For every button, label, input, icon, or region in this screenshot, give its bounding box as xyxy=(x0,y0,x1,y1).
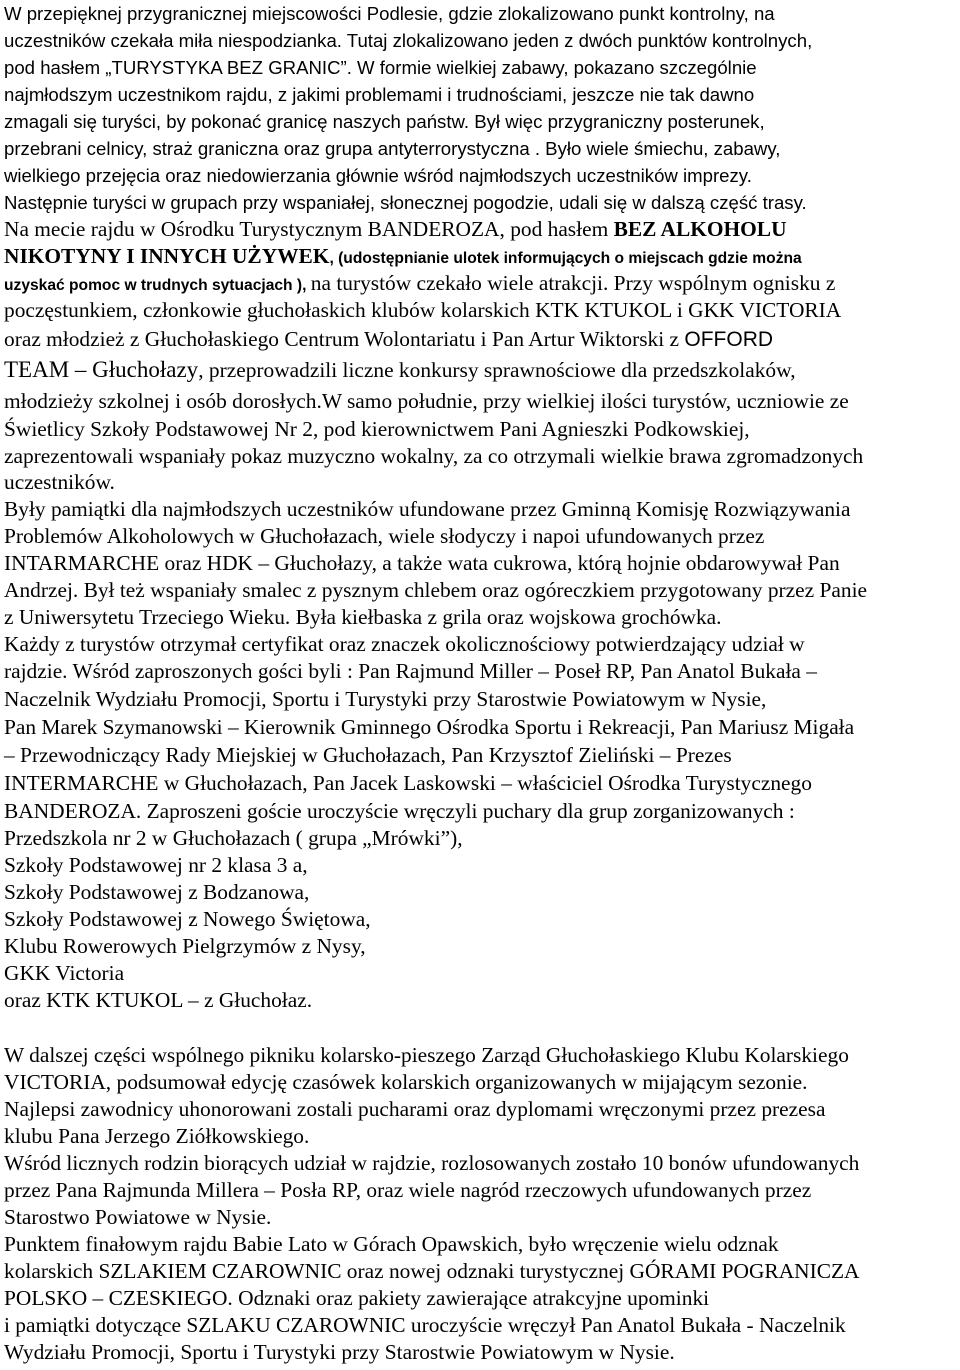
text-line: POLSKO – CZESKIEGO. Odznaki oraz pakiety zawierające atrakcyjne upominki xyxy=(4,1286,710,1310)
text-line: Szkoły Podstawowej z Bodzanowa, xyxy=(4,880,310,904)
text-line: i pamiątki dotyczące SZLAKU CZAROWNIC uroczyście wręczył Pan Anatol Bukała - Naczelnik xyxy=(4,1313,846,1337)
text-line: Andrzej. Był też wspaniały smalec z pysznym chlebem oraz ogóreczkiem przygotowany przez Panie xyxy=(4,578,868,602)
text-line: przez Pana Rajmunda Millera – Posła RP, oraz wiele nagród rzeczowych ufundowanych przez xyxy=(4,1178,812,1202)
text-line: uczestników. xyxy=(4,470,115,494)
text-line: Problemów Alkoholowych w Głuchołazach, wiele słodyczy i napoi ufundowanych przez xyxy=(4,524,765,548)
text-line: Klubu Rowerowych Pielgrzymów z Nysy, xyxy=(4,934,366,958)
text-line xyxy=(4,356,796,383)
text-line: zaprezentowali wspaniały pokaz muzyczno wokalny, za co otrzymali wielkie brawa zgromadzonych xyxy=(4,444,864,468)
bold-text: , (udostępnianie xyxy=(329,250,454,267)
text-line: rajdzie. Wśród zaproszonych gości byli : Pan Rajmund Miller – Poseł RP, Pan Anatol Bukała – xyxy=(4,659,817,683)
text-line: Świetlicy Szkoły Podstawowej Nr 2, pod kierownictwem Pani Agnieszki Podkowskiej, xyxy=(4,417,750,441)
text-line: zmagali się turyści, by pokonać granicę naszych państw. Był więc przygraniczny posterunek, xyxy=(4,111,765,132)
text-line xyxy=(4,216,787,243)
text-line: kolarskich SZLAKIEM CZAROWNIC oraz nowej odznaki turystycznej GÓRAMI POGRANICZA xyxy=(4,1259,860,1283)
text-line: Wśród licznych rodzin biorących udział w rajdzie, rozlosowanych zostało 10 bonów ufundowanych xyxy=(4,1151,860,1175)
text-line: Przedszkola nr 2 w Głuchołazach ( grupa „Mrówki”), xyxy=(4,826,463,850)
bold-text: ulotek informujących o miejscach gdzie można xyxy=(453,250,802,267)
text-line: Szkoły Podstawowej nr 2 klasa 3 a, xyxy=(4,853,308,877)
text-line: VICTORIA, podsumował edycję czasówek kolarskich organizowanych w mijającym sezonie. xyxy=(4,1070,808,1094)
text-line: młodzieży szkolnej i osób dorosłych.W samo południe, przy wielkiej ilości turystów, uczniowie ze xyxy=(4,389,849,413)
text-line: przebrani celnicy, straż graniczna oraz grupa antyterrorystyczna . Było wiele śmiechu, zabawy, xyxy=(4,138,781,159)
bold-text: BEZ ALKOHOLU xyxy=(613,217,787,241)
text-line: Naczelnik Wydziału Promocji, Sportu i Turystyki przy Starostwie Powiatowym w Nysie, xyxy=(4,687,767,711)
text-line: Szkoły Podstawowej z Nowego Świętowa, xyxy=(4,907,371,931)
text-line xyxy=(4,270,835,297)
text-line: W dalszej części wspólnego pikniku kolarsko-pieszego Zarząd Głuchołaskiego Klubu Kolarskiego xyxy=(4,1043,849,1067)
text-line: uczestników czekała miła niespodzianka. Tutaj zlokalizowano jeden z dwóch punktów kontrolnych, xyxy=(4,30,813,51)
text-line: Najlepsi zawodnicy uhonorowani zostali pucharami oraz dyplomami wręczonymi przez prezesa xyxy=(4,1097,826,1121)
text-line: INTARMARCHE oraz HDK – Głuchołazy, a także wata cukrowa, którą hojnie obdarowywał Pan xyxy=(4,551,840,575)
text-line: GKK Victoria xyxy=(4,961,125,985)
text-span: Na mecie rajdu w Ośrodku Turystycznym BANDEROZA, pod hasłem xyxy=(4,217,614,241)
text-line: Punktem finałowym rajdu Babie Lato w Górach Opawskich, było wręczenie wielu odznak xyxy=(4,1232,779,1256)
text-line: wielkiego przejęcia oraz niedowierzania głównie wśród najmłodszych uczestników imprezy. xyxy=(4,165,752,186)
bold-text: NIKOTYNY I INNYCH UŻYWEK xyxy=(4,244,330,268)
text-span: , przeprowadzili liczne konkursy sprawnościowe dla przedszkolaków, xyxy=(198,358,796,382)
text-span: na turystów czekało wiele atrakcji. Przy wspólnym ognisku z xyxy=(310,271,836,295)
text-line: z Uniwersytetu Trzeciego Wieku. Była kiełbaska z grila oraz wojskowa grochówka. xyxy=(4,605,722,629)
text-line: INTERMARCHE w Głuchołazach, Pan Jacek Laskowski – właściciel Ośrodka Turystycznego xyxy=(4,771,812,795)
text-line xyxy=(4,243,802,270)
text-line xyxy=(4,326,773,353)
text-line: oraz KTK KTUKOL – z Głuchołaz. xyxy=(4,988,313,1012)
text-span: oraz młodzież z Głuchołaskiego Centrum Wolontariatu i Pan Artur Wiktorski z xyxy=(4,327,685,351)
text-span: OFFORD xyxy=(684,328,774,351)
text-line: W przepięknej przygranicznej miejscowości Podlesie, gdzie zlokalizowano punkt kontrolny, na xyxy=(4,3,775,24)
text-line: – Przewodniczący Rady Miejskiej w Głuchołazach, Pan Krzysztof Zieliński – Prezes xyxy=(4,743,732,767)
text-span: TEAM – Głuchołazy xyxy=(4,357,199,382)
text-line: BANDEROZA. Zaproszeni goście uroczyście wręczyli puchary dla grup zorganizowanych : xyxy=(4,799,795,823)
text-line: Następnie turyści w grupach przy wspaniałej, słonecznej pogodzie, udali się w dalszą część trasy. xyxy=(4,192,807,213)
bold-text: uzyskać pomoc w trudnych sytuacjach ), xyxy=(4,277,311,294)
text-line: Każdy z turystów otrzymał certyfikat oraz znaczek okolicznościowy potwierdzający udział w xyxy=(4,632,805,656)
text-line: pod hasłem „TURYSTYKA BEZ GRANIC”. W formie wielkiej zabawy, pokazano szczególnie xyxy=(4,57,757,78)
text-line: Były pamiątki dla najmłodszych uczestników ufundowane przez Gminną Komisję Rozwiązywania xyxy=(4,497,851,521)
text-line: najmłodszym uczestnikom rajdu, z jakimi problemami i trudnościami, jeszcze nie tak dawno xyxy=(4,84,755,105)
text-line: Starostwo Powiatowe w Nysie. xyxy=(4,1205,272,1229)
text-line: Wydziału Promocji, Sportu i Turystyki przy Starostwie Powiatowym w Nysie. xyxy=(4,1340,675,1364)
text-line: Pan Marek Szymanowski – Kierownik Gminnego Ośrodka Sportu i Rekreacji, Pan Mariusz Migała xyxy=(4,715,855,739)
text-line: poczęstunkiem, członkowie głuchołaskich klubów kolarskich KTK KTUKOL i GKK VICTORIA xyxy=(4,298,842,322)
text-line: klubu Pana Jerzego Ziółkowskiego. xyxy=(4,1124,310,1148)
